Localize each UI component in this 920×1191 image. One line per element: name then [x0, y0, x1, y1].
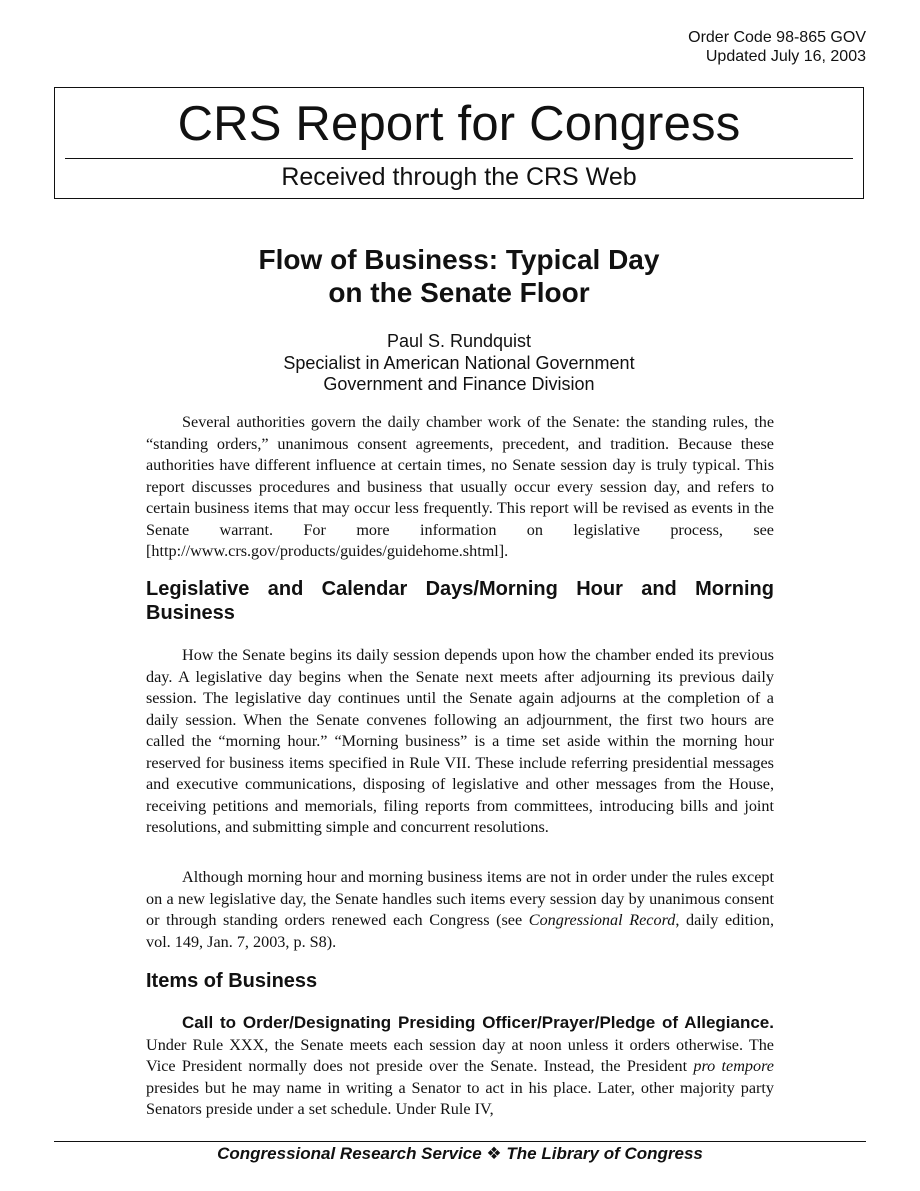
order-code: Order Code 98-865 GOV [688, 29, 866, 46]
title-line-2: on the Senate Floor [328, 277, 590, 308]
section2-paragraph-text-a: Under Rule XXX, the Senate meets each session day at noon unless it orders otherwise. The Vice President normally does not preside over the Senate. Instead, the President [146, 1035, 774, 1075]
banner-title: CRS Report for Congress [177, 97, 741, 151]
author-name: Paul S. Rundquist [386, 331, 532, 351]
section1-paragraph-2-text-b: , daily edition, vol. 149, Jan. 7, 2003, p. S8). [146, 911, 775, 951]
section-heading-legislative-days: Legislative and Calendar Days/Morning Hour and Morning Business [146, 578, 774, 624]
pro-tempore-text: pro tempore [693, 1057, 774, 1075]
order-code-block [688, 28, 866, 66]
section-heading-items-of-business: Items of Business [146, 970, 318, 992]
footer [0, 1144, 920, 1164]
banner-subtitle: Received through the CRS Web [281, 163, 637, 191]
crs-banner [54, 87, 864, 199]
title-line-1: Flow of Business: Typical Day [258, 244, 660, 275]
summary-paragraph: Several authorities govern the daily chamber work of the Senate: the standing rules, the “standing orders,” unanimous consent agreements, precedent, and tradition. Because these authorities have different influence at certain times, no Senate session day is truly typical. This report discusses procedures and business that usually occur every session day, and refers to certain business items that may occur less frequently. This report will be revised as events in the Senate warrant. For more information on legislative process, see [http://www.crs.gov/products/guides/guidehome.shtml]. [146, 413, 774, 560]
author-title: Specialist in American National Government [283, 352, 635, 373]
section2-paragraph [146, 1012, 774, 1121]
footer-library: The Library of Congress [506, 1144, 703, 1163]
footer-divider [54, 1141, 866, 1142]
runin-heading-call-to-order: Call to Order/Designating Presiding Officer/Prayer/Pledge of Allegiance. [182, 1013, 774, 1032]
footer-crs: Congressional Research Service [217, 1144, 482, 1163]
author-block [54, 331, 864, 396]
footer-diamond-icon: ❖ [486, 1144, 502, 1163]
section1-paragraph-1: How the Senate begins its daily session depends upon how the chamber ended its previous day. A legislative day begins when the Senate next meets after adjourning its previous daily session. The legislative day continues until the Senate again adjourns at the completion of a daily session. When the Senate convenes following an adjournment, the first two hours are called the “morning hour.” “Morning business” is a time set aside within the morning hour reserved for business items specified in Rule VII. These include referring presidential messages and executive communications, disposing of legislative and other messages from the House, receiving petitions and memorials, filing reports from committees, introducing bills and joint resolutions, and submitting simple and concurrent resolutions. [146, 646, 774, 836]
section1-paragraph-2 [146, 867, 774, 953]
updated-date: Updated July 16, 2003 [705, 48, 866, 65]
section2-paragraph-text-b: presides but he may name in writing a Senator to act in his place. Later, other majority party Senators preside under a set schedule. Under Rule IV, [146, 1078, 774, 1118]
document-title [54, 243, 864, 309]
congressional-record-citation: Congressional Record [528, 911, 676, 929]
banner-divider [65, 158, 853, 159]
section1-paragraph-2-text-a: Although morning hour and morning business items are not in order under the rules except on a new legislative day, the Senate handles such items every session day by unanimous consent or through standing orders renewed each Congress (see [146, 868, 774, 929]
author-division: Government and Finance Division [323, 374, 595, 394]
